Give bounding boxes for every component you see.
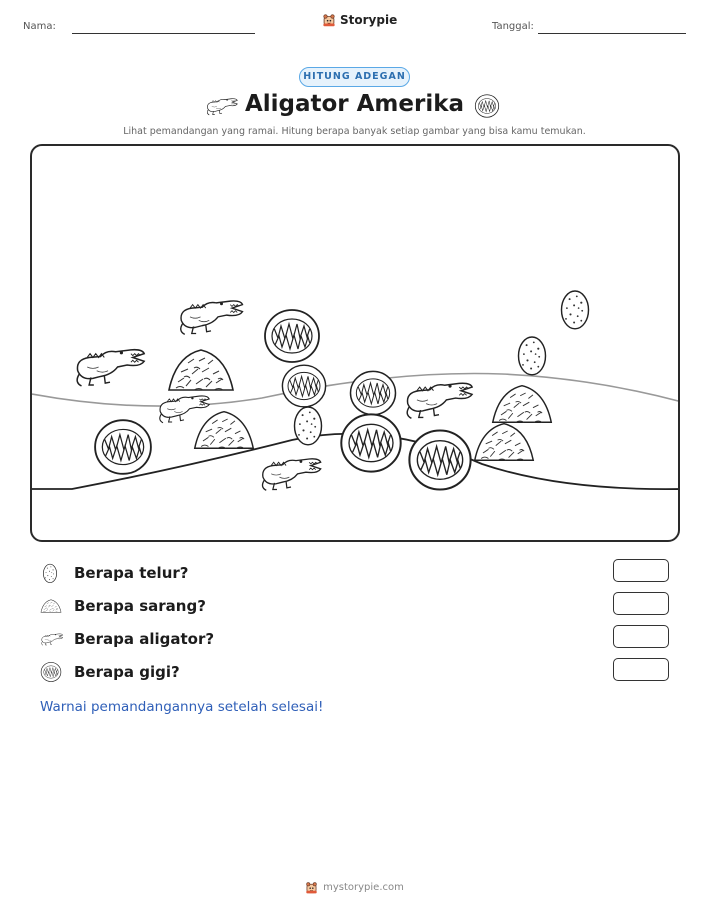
section-badge: HITUNG ADEGAN [299, 67, 410, 87]
question-text: Berapa gigi? [74, 663, 180, 681]
egg-icon [562, 291, 589, 329]
egg-icon [519, 337, 546, 375]
answer-box-eggs[interactable] [613, 559, 669, 582]
nest-icon [40, 597, 62, 615]
question-text: Berapa aligator? [74, 630, 215, 648]
teeth-icon [474, 93, 500, 123]
alligator-icon [181, 301, 243, 334]
instructions: Lihat pemandangan yang ramai. Hitung berapa banyak setiap gambar yang bisa kamu temukan. [123, 126, 586, 137]
brand-name: Storypie [340, 13, 398, 27]
nest-icon [493, 386, 552, 423]
answer-box-nests[interactable] [613, 592, 669, 615]
question-eggs [40, 560, 188, 586]
page-title: Aligator Amerika [244, 91, 465, 117]
counting-scene [30, 144, 680, 542]
name-line[interactable] [72, 33, 255, 34]
question-text: Berapa sarang? [74, 597, 206, 615]
alligator-icon [160, 396, 209, 423]
egg-icon [40, 562, 60, 584]
question-nests [40, 593, 206, 619]
teeth-icon [282, 365, 325, 407]
date-label: Tanggal: [492, 21, 534, 32]
teeth-icon [40, 661, 62, 683]
teeth-icon [341, 414, 400, 471]
alligator-icon [262, 459, 320, 490]
nest-icon [169, 350, 233, 390]
answer-box-alligators[interactable] [613, 625, 669, 648]
name-label: Nama: [23, 21, 56, 32]
site-url[interactable]: mystorypie.com [323, 882, 404, 893]
alligator-icon [40, 630, 64, 648]
nest-icon [195, 412, 254, 449]
alligator-icon [77, 350, 144, 386]
storypie-mascot-icon [322, 13, 336, 27]
brand-logo [322, 13, 397, 27]
storypie-mascot-icon [305, 881, 318, 894]
teeth-icon [351, 371, 396, 414]
egg-icon [295, 407, 322, 445]
alligator-icon [407, 383, 472, 418]
date-line[interactable] [538, 33, 686, 34]
teeth-icon [265, 310, 319, 362]
question-text: Berapa telur? [74, 564, 189, 582]
nest-icon [475, 424, 534, 461]
teeth-icon [409, 431, 470, 490]
coloring-note: Warnai pemandangannya setelah selesai! [40, 699, 324, 715]
site-footer [0, 881, 709, 894]
question-teeth [40, 659, 180, 685]
teeth-icon [95, 420, 151, 474]
answer-box-teeth[interactable] [613, 658, 669, 681]
question-alligators [40, 626, 214, 652]
